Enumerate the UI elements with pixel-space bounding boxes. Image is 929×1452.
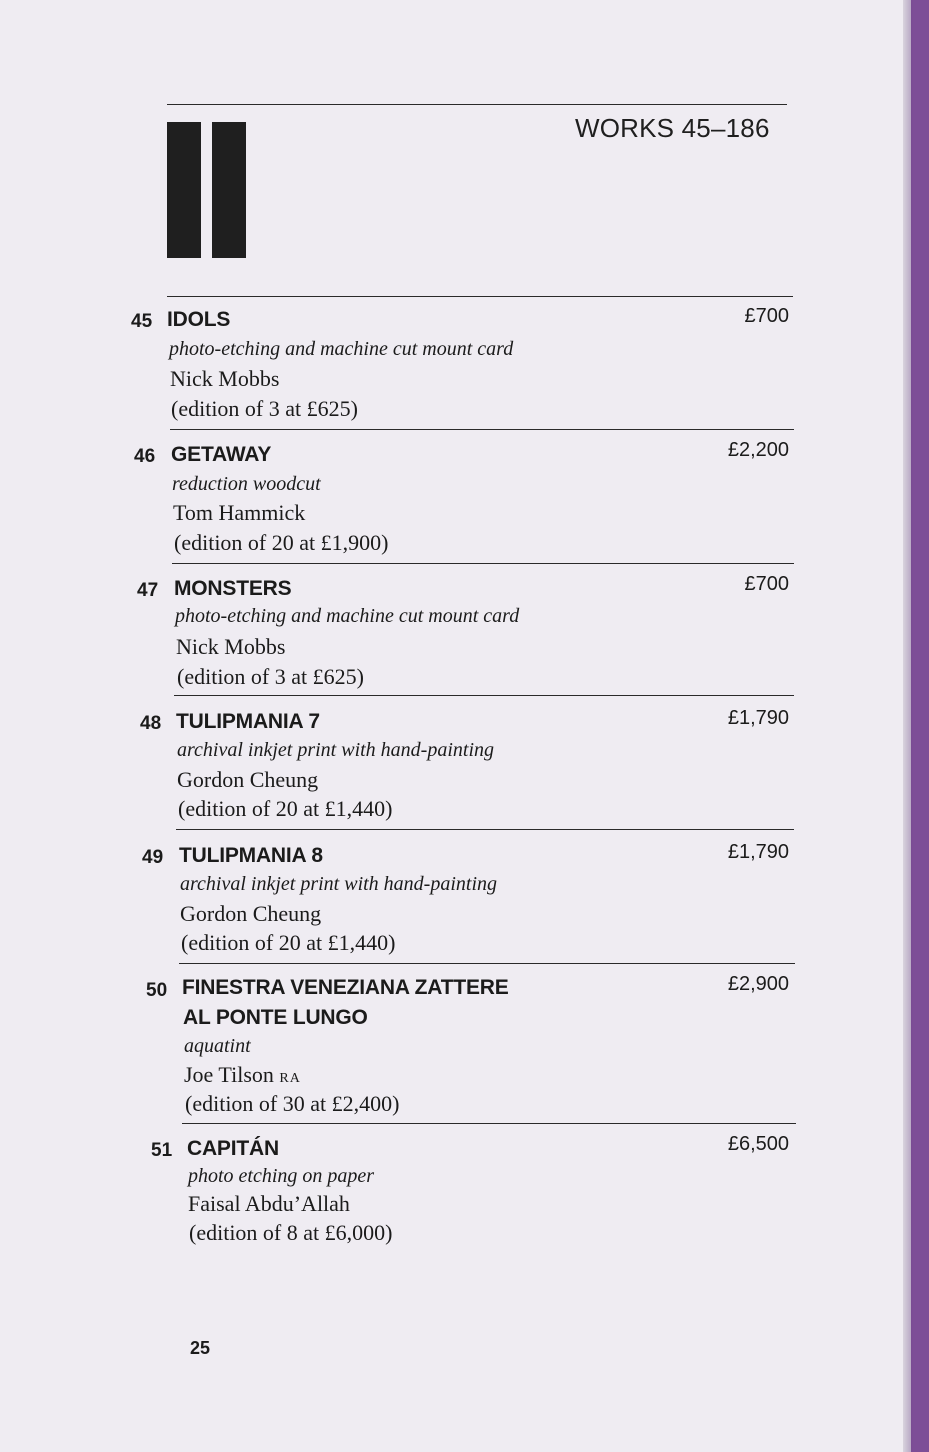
roman-numeral-bar-right [212, 122, 246, 258]
entry-price: £1,790 [727, 841, 789, 863]
entry-artist: Faisal Abdu’Allah [188, 1191, 350, 1216]
entry-artist [184, 1062, 301, 1088]
entry-price: £2,900 [727, 973, 789, 995]
entry-medium: archival inkjet print with hand-painting [180, 873, 498, 895]
show-through-text [430, 140, 435, 163]
entry-title: FINESTRA VENEZIANA ZATTERE [182, 976, 509, 999]
entry-medium: photo-etching and machine cut mount card [169, 338, 514, 360]
entry-artist: Nick Mobbs [170, 366, 280, 391]
entry-title: TULIPMANIA 7 [176, 710, 320, 733]
entry-price: £700 [744, 573, 789, 595]
entry-rule [174, 695, 794, 696]
entry-number: 51 [151, 1140, 173, 1161]
section-title: WORKS 45–186 [575, 113, 770, 143]
entry-medium: photo etching on paper [188, 1165, 375, 1187]
entry-rule [172, 563, 794, 564]
entry-number: 46 [134, 446, 156, 467]
page-number: 25 [190, 1338, 211, 1358]
entry-medium: photo-etching and machine cut mount card [175, 605, 520, 627]
entry-edition: (edition of 30 at £2,400) [185, 1091, 400, 1116]
entry-edition: (edition of 8 at £6,000) [189, 1220, 393, 1245]
roman-numeral-bar-left [167, 122, 201, 258]
entry-title-line-2: AL PONTE LUNGO [183, 1006, 368, 1029]
entry-number: 48 [140, 713, 162, 734]
entry-rule [179, 963, 795, 964]
entry-medium: reduction woodcut [172, 473, 321, 495]
entry-price: £6,500 [727, 1133, 789, 1155]
entry-number: 50 [146, 980, 168, 1001]
page-edge [903, 0, 911, 1452]
entry-number: 49 [142, 847, 164, 868]
entry-price: £1,790 [727, 707, 789, 729]
entry-medium: aquatint [184, 1035, 251, 1057]
entry-artist: Gordon Cheung [180, 901, 322, 926]
entry-artist: Gordon Cheung [177, 767, 319, 792]
header-rule [167, 104, 787, 105]
entry-artist: Tom Hammick [173, 500, 306, 525]
entry-artist: Nick Mobbs [176, 634, 286, 659]
artist-suffix: RA [279, 1071, 301, 1086]
entry-rule [182, 1123, 796, 1124]
entry-title: GETAWAY [171, 443, 272, 466]
entry-edition: (edition of 3 at £625) [177, 664, 364, 689]
entry-rule [167, 296, 793, 297]
entry-price: £2,200 [727, 439, 789, 461]
entry-edition: (edition of 20 at £1,440) [181, 930, 396, 955]
artist-name: Joe Tilson [184, 1062, 274, 1087]
entry-rule [176, 829, 794, 830]
entry-number: 47 [137, 580, 159, 601]
entry-number: 45 [131, 311, 153, 332]
entry-edition: (edition of 20 at £1,900) [174, 530, 389, 555]
entry-price: £700 [744, 305, 789, 327]
entry-title: MONSTERS [174, 577, 292, 600]
entry-medium: archival inkjet print with hand-painting [177, 739, 495, 761]
entry-title: CAPITÁN [187, 1137, 279, 1160]
entry-edition: (edition of 3 at £625) [171, 396, 358, 421]
entry-title: TULIPMANIA 8 [179, 844, 323, 867]
entry-title: IDOLS [167, 308, 231, 331]
entry-rule [170, 429, 794, 430]
entry-edition: (edition of 20 at £1,440) [178, 796, 393, 821]
